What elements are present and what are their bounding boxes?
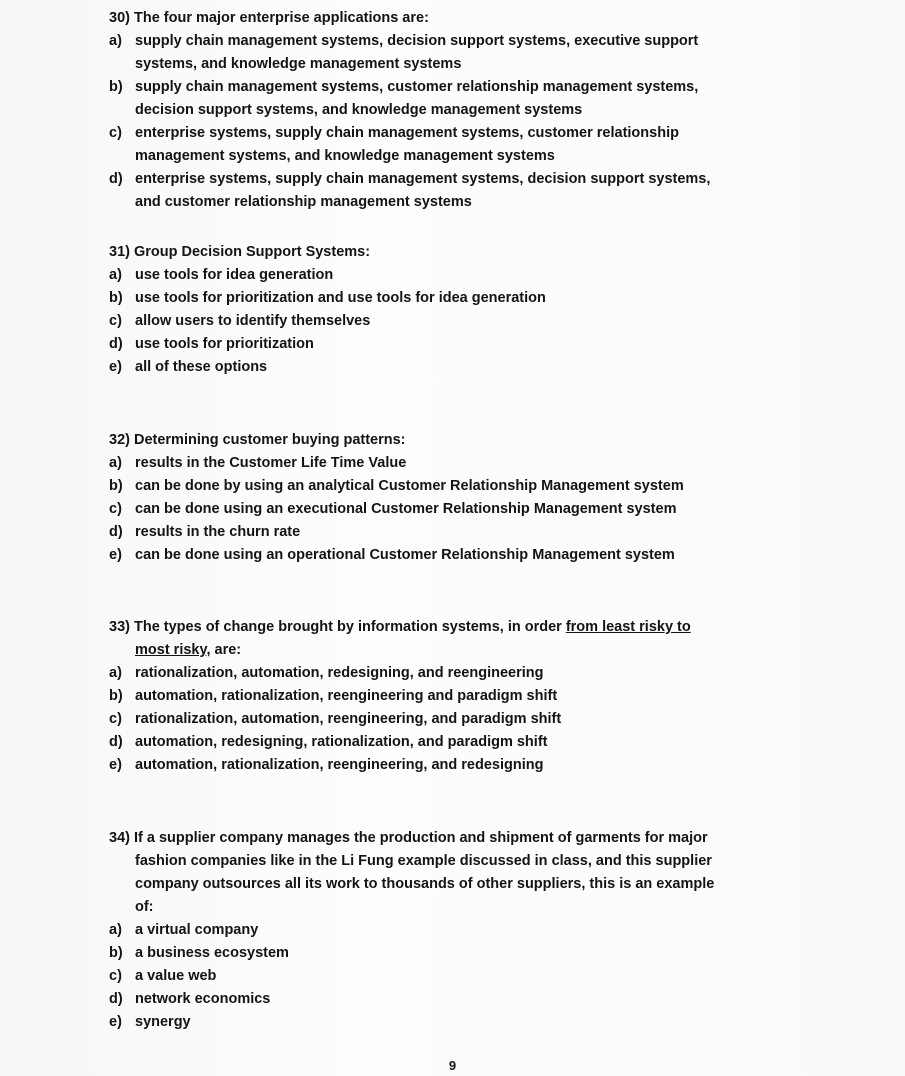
option-a: a) results in the Customer Life Time Value [109,455,407,471]
option-c: c) allow users to identify themselves [109,313,371,329]
option-c: c) a value web [109,968,217,984]
option-c: c) can be done using an executional Customer Relationship Management system [109,501,677,517]
option-a: a) supply chain management systems, decision support systems, executive support systems, and knowledge management systems [109,33,699,72]
page-number: 9 [448,1058,457,1073]
question-stem: 34) If a supplier company manages the production and shipment of garments for major fashion companies like in the Li Fung example discussed in class, and this supplier company outsources all its work to thousands of other suppliers, this is an example of: [109,830,715,915]
option-d: d) automation, redesigning, rationalization, and paradigm shift [109,734,548,750]
option-b: b) supply chain management systems, customer relationship management systems, decision support systems, and knowledge management systems [109,79,699,118]
option-e: e) automation, rationalization, reengineering, and redesigning [109,757,544,773]
question-34 [109,827,769,1034]
question-stem: 32) Determining customer buying patterns: [109,432,406,448]
option-a: a) rationalization, automation, redesigning, and reengineering [109,665,544,681]
option-c: c) rationalization, automation, reengineering, and paradigm shift [109,711,562,727]
underlined-phrase: most risky [135,642,207,658]
option-e: e) all of these options [109,359,268,375]
option-d: d) use tools for prioritization [109,336,314,352]
question-33 [109,616,749,777]
option-c: c) enterprise systems, supply chain management systems, customer relationship management systems, and knowledge management systems [109,125,679,164]
option-a: a) a virtual company [109,922,259,938]
underlined-phrase: from least risky to [565,619,691,635]
option-d: d) enterprise systems, supply chain management systems, decision support systems, and customer relationship management systems [109,171,711,210]
option-b: b) a business ecosystem [109,945,289,961]
option-b: b) automation, rationalization, reengineering and paradigm shift [109,688,558,704]
option-e: e) can be done using an operational Customer Relationship Management system [109,547,675,563]
option-d: d) network economics [109,991,271,1007]
question-stem: 31) Group Decision Support Systems: [109,244,371,260]
option-b: b) use tools for prioritization and use tools for idea generation [109,290,546,306]
question-32 [109,429,749,567]
question-stem: 30) The four major enterprise applications are: [109,10,429,26]
question-30 [109,7,749,214]
option-e: e) synergy [109,1014,191,1030]
option-a: a) use tools for idea generation [109,267,334,283]
question-stem: 33) The types of change brought by information systems, in order from least risky to most risky, are: [109,619,691,658]
option-d: d) results in the churn rate [109,524,301,540]
option-b: b) can be done by using an analytical Customer Relationship Management system [109,478,684,494]
question-31 [109,241,749,379]
